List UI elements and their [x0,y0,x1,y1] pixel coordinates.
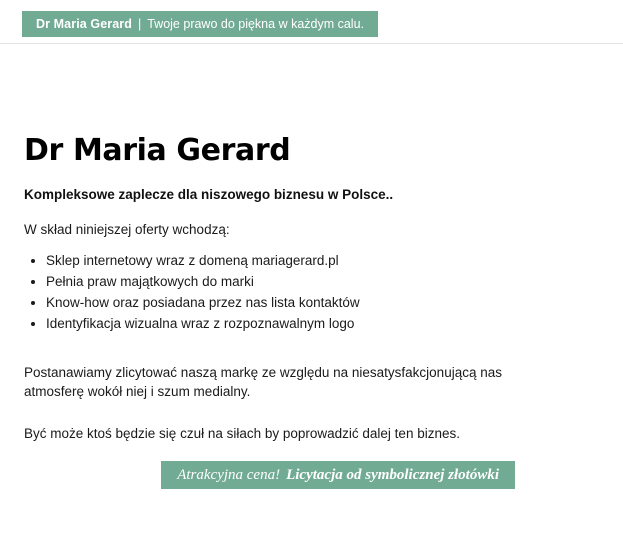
offer-list [24,251,599,335]
main-content [0,44,623,489]
page-subtitle: Kompleksowe zaplecze dla niszowego biznesu w Polsce.. [24,187,394,202]
site-header [0,0,623,44]
brand-name: Dr Maria Gerard [36,17,132,31]
list-item: • Know-how oraz posiadana przez nas lista kontaktów [46,293,599,314]
list-item: • Pełnia praw majątkowych do marki [46,272,599,293]
list-item: • Sklep internetowy wraz z domeną mariagerard.pl [46,251,599,272]
paragraph-reason: Postanawiamy zlicytować naszą markę ze względu na niesatysfakcjonującą nas atmosferę wokół niej i szum medialny. [24,364,502,400]
brand-tagline: Twoje prawo do piękna w każdym calu. [147,17,365,31]
paragraph-invitation: Być może ktoś będzie się czuł na siłach by poprowadzić dalej ten biznes. [24,425,460,441]
cta-lead-text: Atrakcyjna cena! [177,466,281,483]
list-item: • Identyfikacja wizualna wraz z rozpoznawalnym logo [46,314,599,335]
offer-lead-text: W skład niniejszej oferty wchodzą: [24,222,230,237]
cta-container [24,461,599,489]
page-title: Dr Maria Gerard [24,133,291,168]
brand-separator: | [137,17,142,31]
cta-emphasis-text: Licytacja od symbolicznej złotówki [286,466,499,483]
brand-banner[interactable] [22,11,378,37]
auction-cta-banner[interactable] [161,461,515,489]
